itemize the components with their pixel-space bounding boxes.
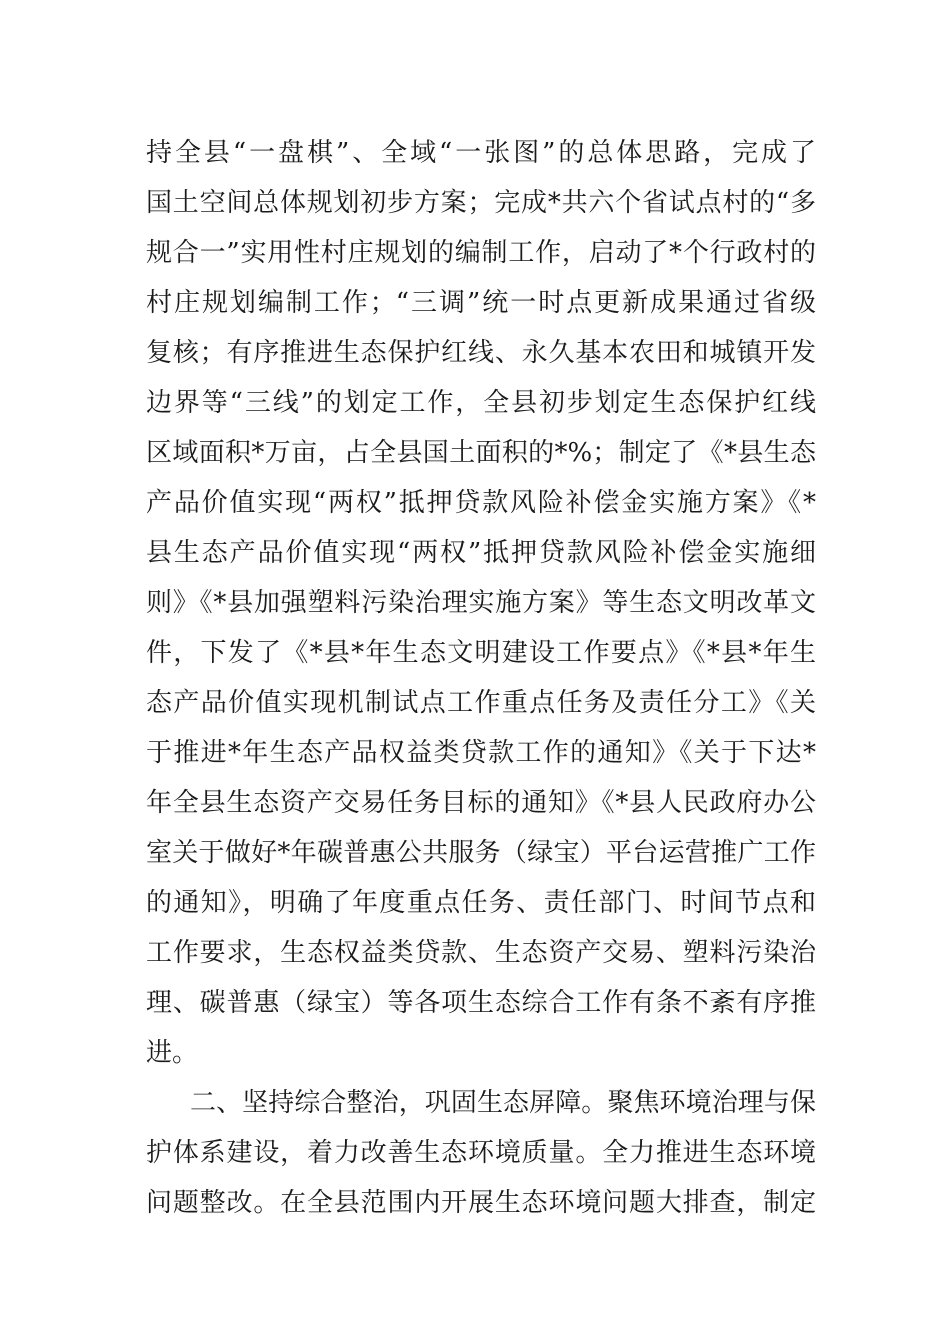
text-line: 室关于做好*年碳普惠公共服务（绿宝）平台运营推广工作 [146,838,816,868]
text-line: 区域面积*万亩，占全县国土面积的*%；制定了《*县生态 [146,438,816,468]
paragraph-2 [146,1078,816,1228]
text-line: 规合一”实用性村庄规划的编制工作，启动了*个行政村的 [146,238,816,268]
text-line: 问题整改。在全县范围内开展生态环境问题大排查，制定 [146,1188,816,1218]
text-line: 护体系建设，着力改善生态环境质量。全力推进生态环境 [146,1138,816,1168]
text-line: 工作要求，生态权益类贷款、生态资产交易、塑料污染治 [146,938,816,968]
text-line: 年全县生态资产交易任务目标的通知》《*县人民政府办公 [146,788,816,818]
text-line: 态产品价值实现机制试点工作重点任务及责任分工》《关 [146,688,816,718]
text-line: 国土空间总体规划初步方案；完成*共六个省试点村的“多 [146,188,816,218]
text-line: 县生态产品价值实现“两权”抵押贷款风险补偿金实施细 [146,538,816,568]
text-line: 产品价值实现“两权”抵押贷款风险补偿金实施方案》《* [146,488,816,518]
text-line: 的通知》，明确了年度重点任务、责任部门、时间节点和 [146,888,816,918]
text-line: 边界等“三线”的划定工作，全县初步划定生态保护红线 [146,388,816,418]
text-line: 理、碳普惠（绿宝）等各项生态综合工作有条不紊有序推 [146,988,816,1018]
body-text [146,128,816,1228]
text-line: 件，下发了《*县*年生态文明建设工作要点》《*县*年生 [146,638,816,668]
text-line: 村庄规划编制工作；“三调”统一时点更新成果通过省级 [146,288,816,318]
text-line: 则》《*县加强塑料污染治理实施方案》等生态文明改革文 [146,588,816,618]
text-line: 持全县“一盘棋”、全域“一张图”的总体思路，完成了 [146,138,816,168]
text-line: 二、坚持综合整治，巩固生态屏障。聚焦环境治理与保 [190,1088,816,1118]
text-line: 于推进*年生态产品权益类贷款工作的通知》《关于下达* [146,738,816,768]
text-line: 复核；有序推进生态保护红线、永久基本农田和城镇开发 [146,338,816,368]
text-line: 进。 [146,1038,199,1068]
paragraph-1 [146,128,816,1078]
